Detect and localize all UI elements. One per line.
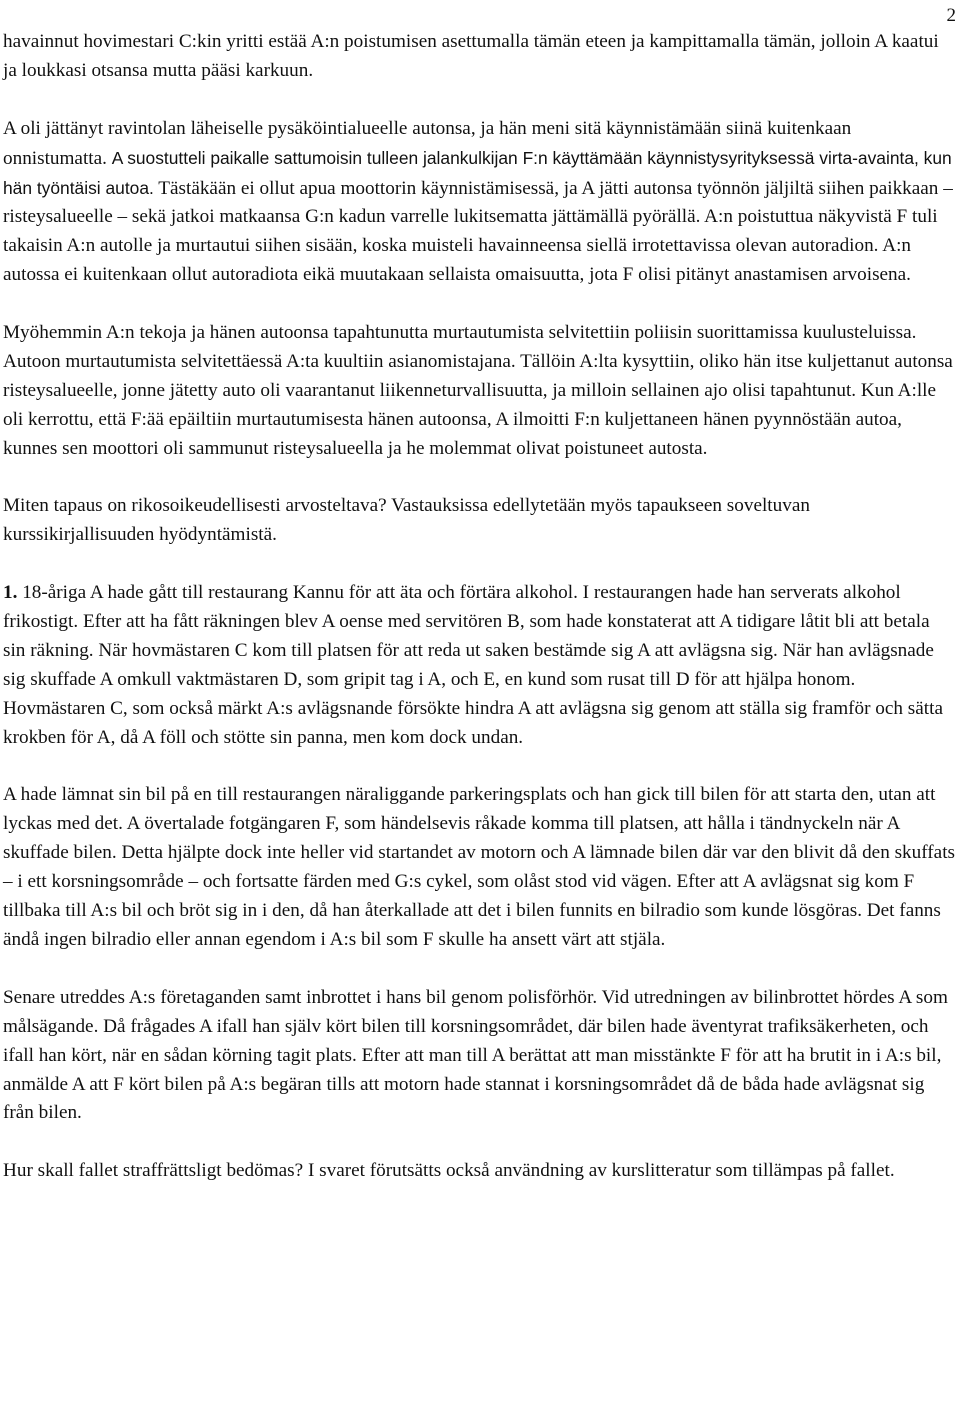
paragraph-swedish-investigation: Senare utreddes A:s företaganden samt inbrottet i hans bil genom polisförhör. Vid utredningen av bilinbrottet hördes A som målsägande. Då frågades A ifall han själv kört bilen till korsningsområdet, där bilen hade äventyrat trafiksäkerheten, och ifall han kört, när en sådan körning tagit plats. Efter att man till A berättat att man misstänkte F för att ha brutit in i A:s bil, anmälde A att F kört bilen på A:s begäran tills att motorn hade stannat i korsningsområdet då de båda hade avlägsnat sig från bilen.: [3, 986, 948, 1124]
paragraph-segment: A oli jättänyt ravintolan läheiselle pysäköintialueelle autonsa, ja hän meni sitä käynnistämään siinä kuitenkaan onnistumatta.: [3, 117, 852, 169]
paragraph-swedish-question: Hur skall fallet straffrättsligt bedömas? I svaret förutsätts också användning av kurslitteratur som tillämpas på fallet.: [3, 1160, 895, 1182]
paragraph-finnish-intro: havainnut hovimestari C:kin yritti estää A:n poistumisen asettumalla tämän eteen ja kampittamalla tämän, jolloin A kaatui ja loukkasi otsansa mutta pääsi karkuun.: [3, 31, 939, 81]
paragraph-swedish-car: A hade lämnat sin bil på en till restaurangen näraliggande parkeringsplats och han gick till bilen för att starta den, utan att lyckas med det. A övertalade fotgängaren F, som händelsevis råkade komma till platsen, att hålla i tändnyckeln när A skuffade bilen. Detta hjälpte dock inte heller vid startandet av motorn och A lämnade bilen där var den blivit då den skuffats – i ett korsningsområde – och fortsatte färden med G:s cykel, som olåst stod vid vägen. Efter att A avlägsnat sig kom F tillbaka till A:s bil och bröt sig in i den, då han återkallade att det i bilen funnits en bilradio som kunde lösgöras. Det fanns ändå ingen bilradio eller annan egendom i A:s bil som F skulle ha ansett värt att stjäla.: [3, 784, 955, 951]
paragraph-segment: 18-åriga A hade gått till restaurang Kannu för att äta och förtära alkohol. I restaurangen hade han serverats alkohol frikostigt. Efter att ha fått räkningen blev A oense med servitören B, som hade konstaterat att A tidigare låtit bli att betala sin räkning. När hovmästaren C kom till platsen för att reda ut saken bestämde sig A att avlägsna sig. När han avlägsnade sig skuffade A omkull vaktmästaren D, som gripit tag i A, och E, en kund som rusat till D för att hjälpa honom. Hovmästaren C, som också märkt A:s avlägsnande försökte hindra A att avlägsna sig genom att ställa sig framför och sätta krokben för A, då A föll och stötte sin panna, men kom dock undan.: [3, 582, 943, 748]
paragraph-segment-sans: A suostutteli paikalle sattumoisin tulleen jalankulkijan F:n käyttämään käynnistysyrityksessä virta-avainta, kun hän työntäisi autoa.: [3, 147, 952, 198]
paragraph-swedish-case: [3, 579, 955, 752]
paragraph-finnish-investigation: Myöhemmin A:n tekoja ja hänen autoonsa tapahtunutta murtautumista selvitettiin poliisin suorittamissa kuulusteluissa. Autoon murtautumista selvitettäessä A:ta kuultiin asianomistajana. Tällöin A:lta kysyttiin, oliko hän itse kuljettanut autonsa risteysalueelle, jonne jätetty auto oli vaarantanut liikenneturvallisuutta, ja milloin sellainen ajo olisi tapahtunut. Kun A:lle oli kerrottu, että F:ää epäiltiin murtautumisesta hänen autoonsa, A ilmoitti F:n kuljettaneen hänen pyynnöstään autoa, kunnes sen moottori oli sammunut risteysalueella ja he molemmat olivat poistuneet autosta.: [3, 322, 953, 459]
paragraph-finnish-question: Miten tapaus on rikosoikeudellisesti arvosteltava? Vastauksissa edellytetään myös tapaukseen soveltuvan kurssikirjallisuuden hyödyntämistä.: [3, 495, 810, 546]
document-body: [3, 28, 955, 1186]
page-number: 2: [946, 5, 956, 26]
paragraph-finnish-car: [3, 115, 955, 290]
case-number: 1.: [3, 582, 18, 604]
paragraph-segment: Tästäkään ei ollut apua moottorin käynnistämisessä, ja A jätti autonsa työnnön jäljiltä siihen paikkaan – risteysalueelle – sekä jatkoi matkaansa G:n kadun varrelle lukitsematta jättämällä pyörällä. A:n poistuttua näkyvistä F tuli takaisin A:n autolle ja murtautui siihen sisään, koska muisteli havainneensa siellä irrotettavissa olevan autoradion. A:n autossa ei kuitenkaan ollut autoradiota eikä muutakaan sellaista omaisuutta, jota F olisi pitänyt anastamisen arvoisena.: [3, 177, 953, 286]
